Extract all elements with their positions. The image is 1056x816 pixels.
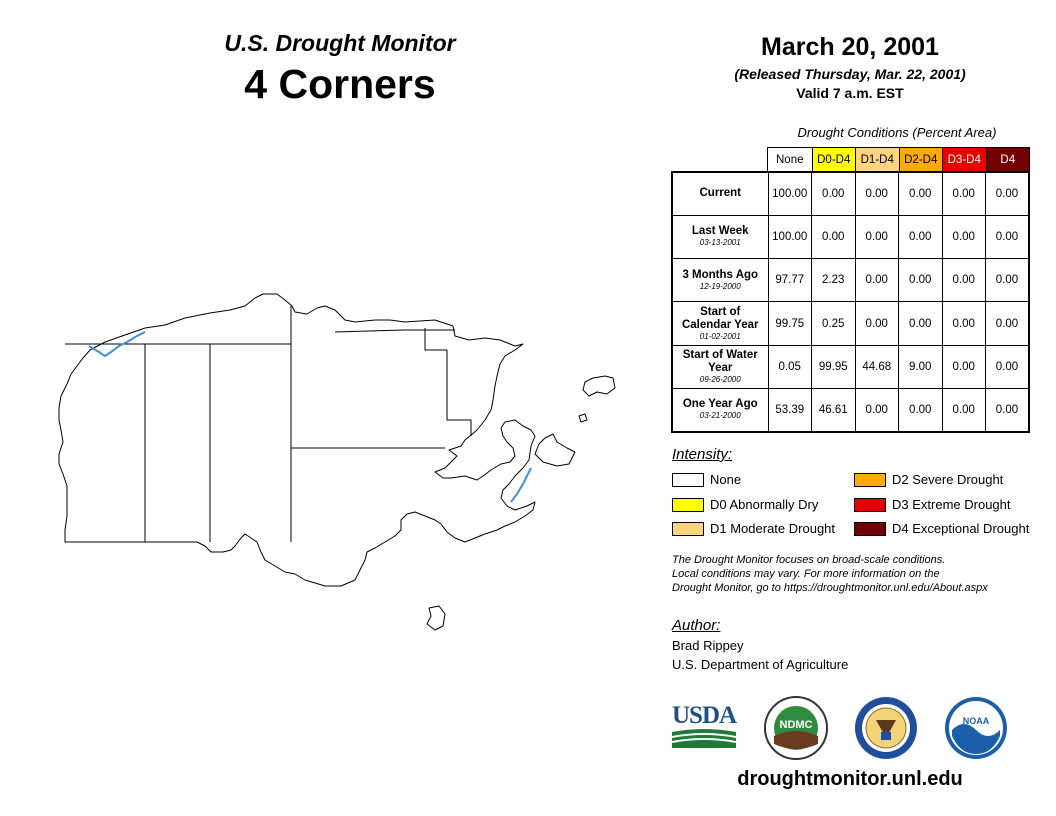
- note-line: Drought Monitor, go to https://droughtmonitor.unl.edu/About.aspx: [672, 582, 988, 594]
- table-row: [672, 215, 1029, 258]
- valid-time: Valid 7 a.m. EST: [796, 85, 904, 101]
- table-cell: 0.00: [986, 345, 1030, 388]
- row-label: [672, 388, 768, 431]
- row-date: 12-19-2000: [699, 281, 741, 291]
- doc-seal-icon: [854, 696, 918, 760]
- table-cell: 0.00: [899, 302, 943, 345]
- usda-logo-text: USDA: [672, 702, 737, 729]
- usda-logo: [672, 703, 736, 749]
- table-cell: 100.00: [768, 172, 812, 215]
- row-label-text: Start of Water Year: [682, 348, 758, 374]
- col-head-d4: D4: [986, 148, 1030, 172]
- legend-item-d0: [672, 497, 818, 512]
- table-cell: 46.61: [812, 388, 856, 431]
- website-url[interactable]: droughtmonitor.unl.edu: [737, 768, 963, 790]
- legend-item-none: [672, 472, 741, 487]
- col-head-none: None: [768, 148, 812, 172]
- drought-map: [45, 280, 625, 640]
- table-row: [672, 172, 1029, 215]
- table-cell: 99.75: [768, 302, 812, 345]
- table-cell: 0.00: [855, 388, 899, 431]
- row-label-text: Start of Calendar Year: [681, 305, 759, 331]
- table-cell: 100.00: [768, 215, 812, 258]
- island-east-2: [535, 434, 575, 466]
- monitor-title: U.S. Drought Monitor: [224, 30, 456, 56]
- noaa-logo-text: NOAA: [962, 716, 990, 726]
- legend-swatch: [672, 473, 704, 487]
- region-outline: [59, 294, 535, 586]
- legend-label: D3 Extreme Drought: [892, 497, 1011, 512]
- col-head-d1-d4: D1-D4: [855, 148, 899, 172]
- row-date: 09-26-2000: [699, 374, 741, 384]
- table-cell: 0.00: [855, 259, 899, 302]
- author-name: Brad Rippey: [672, 638, 744, 653]
- drought-stats-table: [671, 171, 1030, 433]
- table-row: [672, 388, 1029, 431]
- disclaimer-note: [672, 553, 1052, 595]
- row-label: [672, 215, 768, 258]
- ndmc-logo: [764, 696, 828, 760]
- table-cell: 0.00: [855, 302, 899, 345]
- table-row: [672, 345, 1029, 388]
- legend-item-d4: [854, 521, 1029, 536]
- island-south: [427, 606, 445, 630]
- table-cell: 0.00: [812, 172, 856, 215]
- row-label: [672, 345, 768, 388]
- table-row: [672, 259, 1029, 302]
- table-column-headers: [767, 147, 1030, 172]
- island-tiny: [579, 414, 587, 422]
- legend-item-d3: [854, 497, 1011, 512]
- legend-label: D1 Moderate Drought: [710, 521, 836, 536]
- table-cell: 0.00: [942, 215, 986, 258]
- legend-swatch: [854, 498, 886, 512]
- legend-label: None: [710, 472, 742, 487]
- table-cell: 0.00: [986, 388, 1030, 431]
- map-date: March 20, 2001: [761, 33, 939, 61]
- noaa-logo: [944, 696, 1008, 760]
- table-cell: 0.00: [899, 172, 943, 215]
- row-label-text: Last Week: [691, 225, 749, 238]
- table-cell: 0.00: [942, 388, 986, 431]
- table-cell: 0.00: [855, 172, 899, 215]
- legend-item-d1: [672, 521, 835, 536]
- date-block: [680, 33, 1020, 101]
- row-date: 01-02-2001: [699, 331, 741, 341]
- row-label-text: One Year Ago: [682, 398, 758, 411]
- table-row: [672, 302, 1029, 345]
- table-cell: 0.00: [899, 215, 943, 258]
- row-date: 03-13-2001: [699, 238, 741, 248]
- author-title: Author:: [672, 617, 721, 634]
- table-cell: 0.00: [942, 302, 986, 345]
- table-cell: 44.68: [855, 345, 899, 388]
- table-cell: 99.95: [812, 345, 856, 388]
- map-title-block: [130, 30, 550, 108]
- table-cell: 0.25: [812, 302, 856, 345]
- author-org: U.S. Department of Agriculture: [672, 657, 849, 672]
- row-date: 03-21-2000: [699, 411, 741, 421]
- row-label: [672, 259, 768, 302]
- legend-label: D0 Abnormally Dry: [710, 497, 819, 512]
- table-cell: 97.77: [768, 259, 812, 302]
- table-cell: 0.00: [899, 259, 943, 302]
- legend-item-d2: [854, 472, 1003, 487]
- table-cell: 0.00: [942, 259, 986, 302]
- col-head-d2-d4: D2-D4: [899, 148, 943, 172]
- note-line: Local conditions may vary. For more information on the: [672, 568, 940, 580]
- col-head-d0-d4: D0-D4: [812, 148, 856, 172]
- usda-hills-icon: [672, 728, 736, 748]
- release-date: (Released Thursday, Mar. 22, 2001): [734, 66, 966, 82]
- region-title: 4 Corners: [244, 61, 436, 107]
- legend-label: D4 Exceptional Drought: [892, 521, 1030, 536]
- legend-swatch: [854, 522, 886, 536]
- table-cell: 53.39: [768, 388, 812, 431]
- ndmc-logo-text: NDMC: [779, 719, 813, 731]
- col-head-d3-d4: D3-D4: [942, 148, 986, 172]
- note-line: The Drought Monitor focuses on broad-scale conditions.: [672, 554, 946, 566]
- table-cell: 0.00: [986, 302, 1030, 345]
- legend-title: Intensity:: [672, 446, 733, 463]
- legend-swatch: [854, 473, 886, 487]
- legend-swatch: [672, 498, 704, 512]
- table-caption: Drought Conditions (Percent Area): [797, 125, 997, 140]
- table-cell: 0.00: [899, 388, 943, 431]
- island-east-1: [583, 376, 615, 396]
- table-cell: 0.00: [986, 172, 1030, 215]
- table-cell: 0.00: [986, 215, 1030, 258]
- table-cell: 0.00: [986, 259, 1030, 302]
- table-cell: 2.23: [812, 259, 856, 302]
- table-cell: 0.00: [855, 215, 899, 258]
- legend-swatch: [672, 522, 704, 536]
- table-cell: 0.00: [812, 215, 856, 258]
- row-label: [672, 172, 768, 215]
- row-label-text: Current: [699, 187, 742, 200]
- legend-label: D2 Severe Drought: [892, 472, 1004, 487]
- table-cell: 0.00: [942, 345, 986, 388]
- table-cell: 0.05: [768, 345, 812, 388]
- row-label: [672, 302, 768, 345]
- table-cell: 0.00: [942, 172, 986, 215]
- row-label-text: 3 Months Ago: [682, 268, 759, 281]
- table-cell: 9.00: [899, 345, 943, 388]
